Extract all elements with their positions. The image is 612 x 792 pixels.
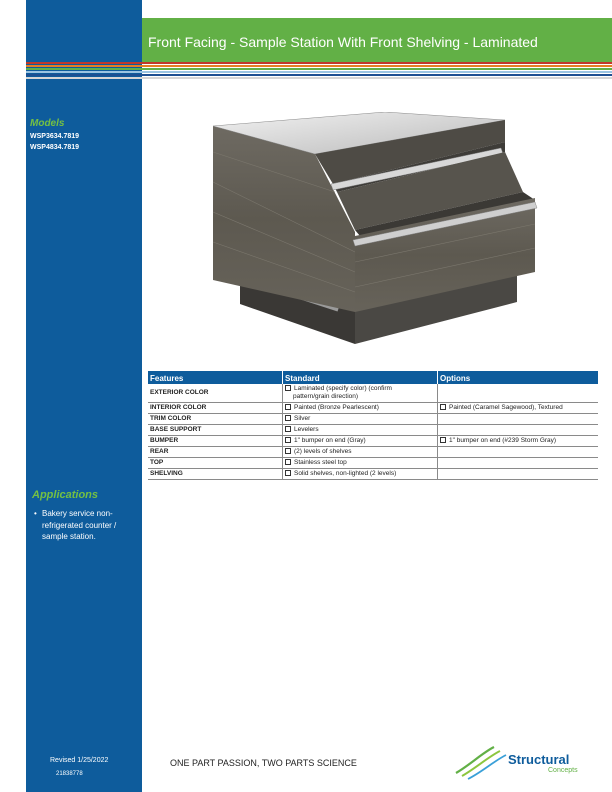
applications-heading: Applications <box>32 489 99 501</box>
option-value <box>438 447 599 458</box>
option-value: Painted (Caramel Sagewood), Textured <box>438 403 599 414</box>
stripe <box>26 74 612 76</box>
revised-date: Revised 1/25/2022 <box>50 757 109 764</box>
feature-name: REAR <box>148 447 283 458</box>
column-header-options: Options <box>438 371 599 384</box>
models-heading: Models <box>30 118 65 129</box>
checkbox-icon <box>285 437 291 443</box>
standard-value: (2) levels of shelves <box>283 447 438 458</box>
checkbox-icon <box>285 385 291 391</box>
table-row <box>148 469 598 480</box>
feature-name: BUMPER <box>148 436 283 447</box>
model-number: WSP4834.7819 <box>30 144 80 151</box>
table-row <box>148 425 598 436</box>
applications-list <box>34 508 134 543</box>
feature-name: EXTERIOR COLOR <box>148 384 283 403</box>
stripe <box>26 68 612 70</box>
standard-value: Levelers <box>283 425 438 436</box>
checkbox-icon <box>285 448 291 454</box>
option-value <box>438 384 599 403</box>
stripe <box>26 62 612 64</box>
table-row <box>148 458 598 469</box>
checkbox-icon <box>285 459 291 465</box>
column-header-standard: Standard <box>283 371 438 384</box>
feature-name: SHELVING <box>148 469 283 480</box>
table-row <box>148 384 598 403</box>
header-blue-block <box>26 18 142 62</box>
checkbox-icon <box>440 437 446 443</box>
model-number: WSP3634.7819 <box>30 133 80 140</box>
checkbox-icon <box>285 426 291 432</box>
table-row <box>148 403 598 414</box>
standard-value: Painted (Bronze Pearlescent) <box>283 403 438 414</box>
feature-name: INTERIOR COLOR <box>148 403 283 414</box>
standard-value: Silver <box>283 414 438 425</box>
stripe <box>26 77 612 79</box>
stripe <box>26 71 612 73</box>
checkbox-icon <box>440 404 446 410</box>
standard-value: 1" bumper on end (Gray) <box>283 436 438 447</box>
list-item: Bakery service non-refrigerated counter / sample station. <box>42 509 117 541</box>
option-value <box>438 425 599 436</box>
document-number: 21838778 <box>56 771 83 777</box>
option-value: 1" bumper on end (#239 Storm Gray) <box>438 436 599 447</box>
checkbox-icon <box>285 470 291 476</box>
table-row <box>148 436 598 447</box>
features-table <box>148 371 598 480</box>
decorative-stripes <box>26 62 612 80</box>
standard-value: Laminated (specify color) (confirm pattern/grain direction) <box>283 384 438 403</box>
logo-subtext: Concepts <box>548 767 578 774</box>
feature-name: BASE SUPPORT <box>148 425 283 436</box>
checkbox-icon <box>285 404 291 410</box>
logo-wordmark: Structural <box>508 752 570 767</box>
product-image <box>205 112 550 352</box>
option-value <box>438 414 599 425</box>
option-value <box>438 469 599 480</box>
standard-value: Stainless steel top <box>283 458 438 469</box>
option-value <box>438 458 599 469</box>
standard-value: Solid shelves, non-lighted (2 levels) <box>283 469 438 480</box>
column-header-features: Features <box>148 371 283 384</box>
feature-name: TRIM COLOR <box>148 414 283 425</box>
bullet-icon: • <box>34 509 37 518</box>
feature-name: TOP <box>148 458 283 469</box>
stripe <box>26 65 612 67</box>
tagline: ONE PART PASSION, TWO PARTS SCIENCE <box>170 758 357 768</box>
page-title: Front Facing - Sample Station With Front Shelving - Laminated <box>148 34 538 50</box>
table-row <box>148 414 598 425</box>
table-header-row <box>148 371 598 384</box>
checkbox-icon <box>285 415 291 421</box>
table-row <box>148 447 598 458</box>
